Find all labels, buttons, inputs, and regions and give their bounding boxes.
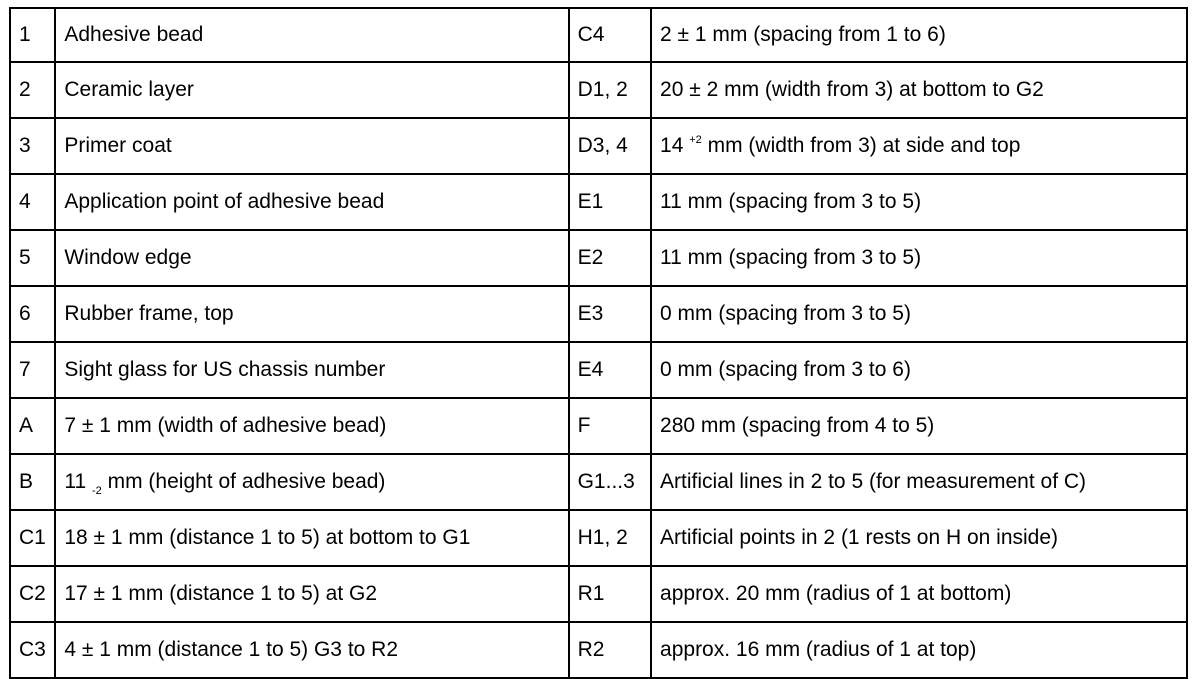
- left-description-cell: 7 ± 1 mm (width of adhesive bead): [55, 398, 568, 454]
- right-key-cell: R2: [569, 622, 651, 678]
- right-description-cell: Artificial lines in 2 to 5 (for measurement of C): [651, 454, 1187, 510]
- left-key-cell: 7: [10, 342, 55, 398]
- value-text: 11: [64, 470, 92, 493]
- right-key-cell: F: [569, 398, 651, 454]
- left-key-cell: A: [10, 398, 55, 454]
- left-key-cell: C3: [10, 622, 55, 678]
- table-row: [10, 174, 1187, 230]
- left-description-cell: 18 ± 1 mm (distance 1 to 5) at bottom to G1: [55, 510, 568, 566]
- table-row: [10, 230, 1187, 286]
- table-row: [10, 8, 1187, 62]
- left-key-cell: 5: [10, 230, 55, 286]
- right-key-cell: D1, 2: [569, 62, 651, 118]
- right-key-cell: C4: [569, 8, 651, 62]
- value-text: mm (width from 3) at side and top: [701, 134, 1021, 157]
- right-key-cell: R1: [569, 566, 651, 622]
- table-row: [10, 118, 1187, 174]
- left-description-cell: Primer coat: [55, 118, 568, 174]
- right-description-cell: 11 mm (spacing from 3 to 5): [651, 174, 1187, 230]
- legend-table: [9, 7, 1188, 679]
- table-row: [10, 286, 1187, 342]
- table-row: [10, 566, 1187, 622]
- right-description-cell: Artificial points in 2 (1 rests on H on inside): [651, 510, 1187, 566]
- left-description-cell: Window edge: [55, 230, 568, 286]
- right-description-cell: 2 ± 1 mm (spacing from 1 to 6): [651, 8, 1187, 62]
- right-description-cell: [651, 118, 1187, 174]
- left-description-cell: Ceramic layer: [55, 62, 568, 118]
- table-row: [10, 342, 1187, 398]
- right-description-cell: approx. 20 mm (radius of 1 at bottom): [651, 566, 1187, 622]
- left-key-cell: 1: [10, 8, 55, 62]
- left-description-cell: Adhesive bead: [55, 8, 568, 62]
- value-text: 14: [660, 134, 690, 157]
- table-row: [10, 510, 1187, 566]
- left-description-cell: [55, 454, 568, 510]
- left-key-cell: C1: [10, 510, 55, 566]
- right-key-cell: E3: [569, 286, 651, 342]
- left-description-cell: 17 ± 1 mm (distance 1 to 5) at G2: [55, 566, 568, 622]
- table-row: [10, 622, 1187, 678]
- left-key-cell: 3: [10, 118, 55, 174]
- left-key-cell: 4: [10, 174, 55, 230]
- left-key-cell: 2: [10, 62, 55, 118]
- tolerance-superscript: +2: [689, 134, 702, 146]
- left-description-cell: Application point of adhesive bead: [55, 174, 568, 230]
- right-description-cell: 11 mm (spacing from 3 to 5): [651, 230, 1187, 286]
- right-description-cell: approx. 16 mm (radius of 1 at top): [651, 622, 1187, 678]
- right-description-cell: 20 ± 2 mm (width from 3) at bottom to G2: [651, 62, 1187, 118]
- table-row: [10, 62, 1187, 118]
- right-key-cell: E2: [569, 230, 651, 286]
- right-description-cell: 0 mm (spacing from 3 to 6): [651, 342, 1187, 398]
- left-key-cell: 6: [10, 286, 55, 342]
- left-description-cell: 4 ± 1 mm (distance 1 to 5) G3 to R2: [55, 622, 568, 678]
- tolerance-subscript: -2: [91, 485, 102, 497]
- right-key-cell: H1, 2: [569, 510, 651, 566]
- left-key-cell: C2: [10, 566, 55, 622]
- right-key-cell: D3, 4: [569, 118, 651, 174]
- value-text: mm (height of adhesive bead): [101, 470, 386, 493]
- left-description-cell: Sight glass for US chassis number: [55, 342, 568, 398]
- right-description-cell: 280 mm (spacing from 4 to 5): [651, 398, 1187, 454]
- right-key-cell: G1...3: [569, 454, 651, 510]
- right-key-cell: E4: [569, 342, 651, 398]
- table-row: [10, 398, 1187, 454]
- right-key-cell: E1: [569, 174, 651, 230]
- table-row: [10, 454, 1187, 510]
- left-key-cell: B: [10, 454, 55, 510]
- left-description-cell: Rubber frame, top: [55, 286, 568, 342]
- right-description-cell: 0 mm (spacing from 3 to 5): [651, 286, 1187, 342]
